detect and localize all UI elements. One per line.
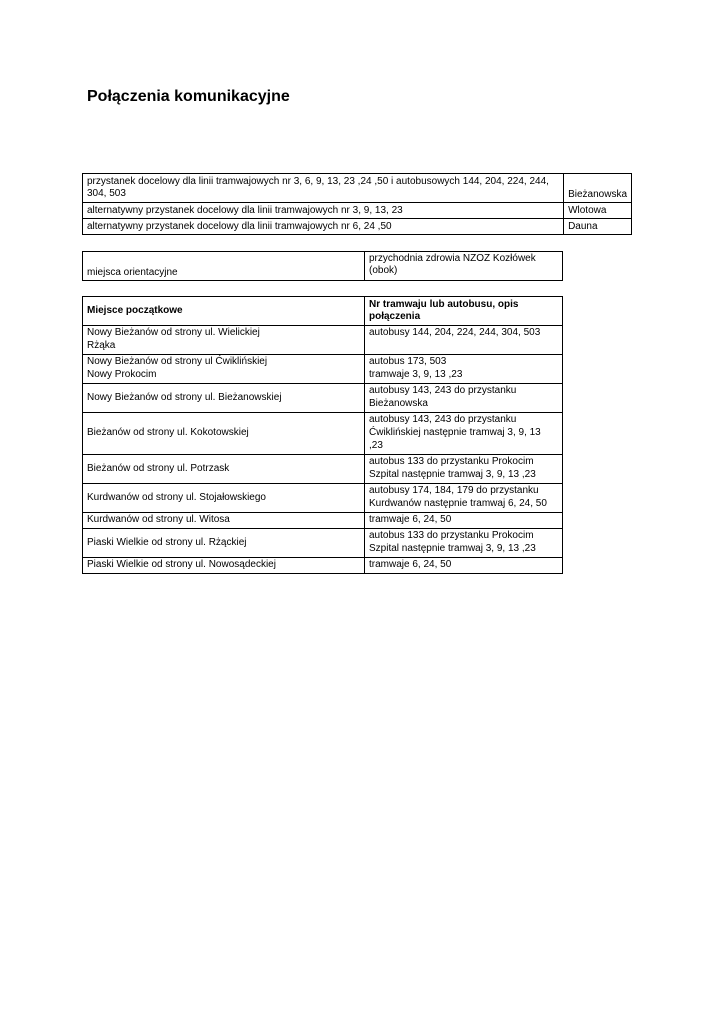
route-cell <box>365 413 563 455</box>
table-row <box>83 455 563 484</box>
start-location-cell <box>83 326 365 355</box>
route-line: autobus 133 do przystanku Prokocim <box>369 530 534 541</box>
route-line: Kurdwanów następnie tramwaj 6, 24, 50 <box>369 498 547 509</box>
column-header-route: Nr tramwaju lub autobusu, opis połączenia <box>365 297 563 326</box>
route-cell <box>365 529 563 558</box>
destination-description: alternatywny przystanek docelowy dla linii tramwajowych nr 6, 24 ,50 <box>83 219 564 235</box>
table-header-row <box>83 297 563 326</box>
destination-stop: Dauna <box>564 219 632 235</box>
table-row <box>83 484 563 513</box>
route-cell <box>365 455 563 484</box>
start-location-line: Piaski Wielkie od strony ul. Rżąckiej <box>87 536 247 548</box>
table-row <box>83 174 632 203</box>
landmarks-table <box>82 251 563 281</box>
table-row <box>83 252 563 281</box>
start-location-line: Bieżanów od strony ul. Kokotowskiej <box>87 427 249 438</box>
start-location-line: Piaski Wielkie od strony ul. Nowosądeckiej <box>87 559 276 570</box>
route-line: Ćwiklińskiej następnie tramwaj 3, 9, 13 <box>369 427 541 438</box>
start-location-line: Kurdwanów od strony ul. Stojałowskiego <box>87 491 266 503</box>
route-line: ,23 <box>369 440 383 451</box>
start-location-cell <box>83 484 365 513</box>
start-location-cell <box>83 413 365 455</box>
route-cell <box>365 326 563 355</box>
start-location-cell <box>83 558 365 574</box>
route-line: Szpital następnie tramwaj 3, 9, 13 ,23 <box>369 543 536 554</box>
table-row <box>83 384 563 413</box>
table-row <box>83 529 563 558</box>
route-cell <box>365 513 563 529</box>
table-row <box>83 203 632 219</box>
destination-description: przystanek docelowy dla linii tramwajowych nr 3, 6, 9, 13, 23 ,24 ,50 i autobusowych 144, 204, 224, 244, 304, 503 <box>83 174 564 203</box>
destination-description: alternatywny przystanek docelowy dla linii tramwajowych nr 3, 9, 13, 23 <box>83 203 564 219</box>
table-row <box>83 326 563 355</box>
connections-body <box>83 326 563 574</box>
route-cell <box>365 355 563 384</box>
start-location-line: Rżąka <box>87 340 116 351</box>
route-line <box>369 340 558 353</box>
column-header-start: Miejsce początkowe <box>83 297 365 326</box>
table-row <box>83 219 632 235</box>
route-cell <box>365 558 563 574</box>
start-location-cell <box>83 355 365 384</box>
route-cell <box>365 384 563 413</box>
route-line: autobus 173, 503 <box>369 356 447 367</box>
page-title: Połączenia komunikacyjne <box>87 88 290 105</box>
route-line: autobus 133 do przystanku Prokocim <box>369 456 534 467</box>
route-line: autobusy 143, 243 do przystanku <box>369 385 517 396</box>
route-cell <box>365 484 563 513</box>
table-row <box>83 355 563 384</box>
start-location-cell <box>83 455 365 484</box>
connections-table <box>82 296 563 574</box>
start-location-line: Nowy Bieżanów od strony ul. Bieżanowskiej <box>87 391 282 403</box>
start-location-cell <box>83 384 365 413</box>
start-location-line: Nowy Bieżanów od strony ul Ćwiklińskiej <box>87 356 268 367</box>
landmarks-label: miejsca orientacyjne <box>83 252 365 281</box>
table-row <box>83 513 563 529</box>
table-row <box>83 413 563 455</box>
route-line: autobusy 143, 243 do przystanku <box>369 414 517 425</box>
route-line: Bieżanowska <box>369 398 428 409</box>
destination-stop: Bieżanowska <box>564 174 632 203</box>
landmarks-value: przychodnia zdrowia NZOZ Kozłówek (obok) <box>365 252 563 281</box>
start-location-line: Bieżanów od strony ul. Potrzask <box>87 462 230 474</box>
start-location-line: Nowy Bieżanów od strony ul. Wielickiej <box>87 327 260 338</box>
start-location-cell <box>83 529 365 558</box>
route-line: autobusy 174, 184, 179 do przystanku <box>369 485 539 496</box>
start-location-line: Nowy Prokocim <box>87 369 157 380</box>
route-line: tramwaje 6, 24, 50 <box>369 559 452 570</box>
destination-stops-table <box>82 173 632 235</box>
start-location-line: Kurdwanów od strony ul. Witosa <box>87 514 230 525</box>
start-location-cell <box>83 513 365 529</box>
table-row <box>83 558 563 574</box>
route-line: tramwaje 3, 9, 13 ,23 <box>369 369 463 380</box>
destination-stop: Wlotowa <box>564 203 632 219</box>
route-line: Szpital następnie tramwaj 3, 9, 13 ,23 <box>369 469 536 480</box>
route-line: autobusy 144, 204, 224, 244, 304, 503 <box>369 327 541 338</box>
route-line: tramwaje 6, 24, 50 <box>369 514 452 525</box>
